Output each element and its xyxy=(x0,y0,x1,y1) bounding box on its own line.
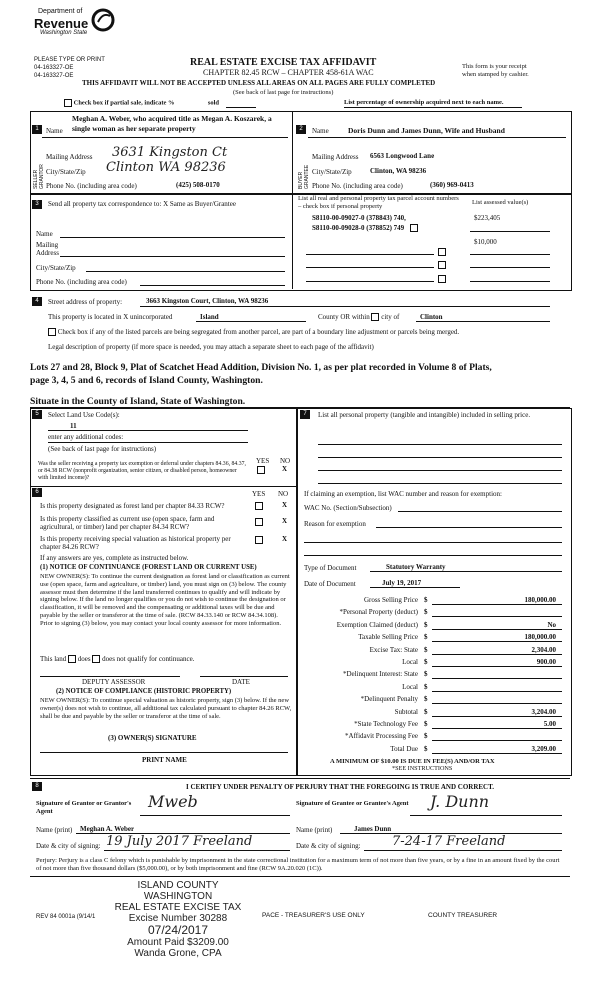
s3-city-label: City/State/Zip xyxy=(36,264,76,272)
dept-line1: Department of xyxy=(38,8,83,15)
parcel-2-checkbox[interactable] xyxy=(410,224,418,232)
fin-row-line xyxy=(432,641,562,642)
buyer-side-label: BUYER GRANTEE xyxy=(298,164,310,189)
print-name-label: PRINT NAME xyxy=(142,756,187,764)
parcel-header: List all real and personal property tax parcel account numbers – check box if personal property xyxy=(298,195,459,210)
located-row xyxy=(48,313,172,321)
s3-address-line xyxy=(60,256,285,257)
seller-side-label: SELLER GRANTOR xyxy=(33,164,45,189)
street-line xyxy=(140,306,550,307)
s5-yes-head: YES xyxy=(256,457,270,465)
stamp-line-4: 07/24/2017 xyxy=(147,923,209,937)
grantee-sig-label: Signature of Grantee or Grantee's Agent xyxy=(296,800,409,807)
legal-line-2: page 3, 4, 5 and 6, records of Island County, Washington. xyxy=(30,375,263,386)
city-line xyxy=(416,321,550,322)
buyer-phone-label: Phone No. (including area code) xyxy=(312,182,403,190)
reason-line-3 xyxy=(304,555,562,556)
fin-row-label: Taxable Selling Price xyxy=(358,633,418,642)
parcel-line-5 xyxy=(306,281,434,282)
fin-row-dollar: $ xyxy=(424,608,428,617)
buyer-name-line xyxy=(308,137,566,138)
parcel-1: S8110-00-09027-0 (378843) 740, xyxy=(312,214,406,222)
seller-city-label: City/State/Zip xyxy=(46,168,86,176)
street-address: 3663 Kingston Court, Clinton, WA 98236 xyxy=(146,297,269,305)
same-as-buyer: X Same as Buyer/Grantee xyxy=(163,200,236,208)
grantor-name-label: Name (print) xyxy=(36,826,73,834)
s6-yes-head: YES xyxy=(252,490,266,498)
city-of-label: city of xyxy=(381,313,400,321)
fin-row-value: No xyxy=(547,620,556,629)
section-2-tag: 2 xyxy=(296,125,306,134)
this-land-label: This land xyxy=(40,655,67,663)
parcel-4-checkbox[interactable] xyxy=(438,261,446,269)
grantor-date-line xyxy=(104,850,290,851)
section-3-tag: 3 xyxy=(32,200,42,209)
fin-row-value: 5.00 xyxy=(543,720,556,728)
fin-row-label: Exemption Claimed (deduct) xyxy=(336,620,418,629)
parcel-2 xyxy=(312,224,418,232)
sold-label: sold xyxy=(207,99,220,107)
chapter-line: CHAPTER 82.45 RCW – CHAPTER 458-61A WAC xyxy=(203,68,374,77)
situate-line: Situate in the County of Island, State of Washington. xyxy=(30,396,246,407)
seller-name: Meghan A. Weber, who acquired title as Megan A. Koszarek, a single woman as her separate property xyxy=(72,114,272,133)
assessed-2: $10,000 xyxy=(474,238,497,246)
excise-stamp xyxy=(108,880,248,959)
assessed-line-4 xyxy=(470,267,550,268)
perjury-rule xyxy=(30,876,570,877)
fin-row-line xyxy=(432,604,562,605)
fin-row-line xyxy=(432,728,562,729)
wac-line xyxy=(398,511,562,512)
s6-q2-no: X xyxy=(282,517,288,525)
section-8-tag: 8 xyxy=(32,782,42,791)
fin-row-label: Total Due xyxy=(390,744,418,753)
correspondence-text: Send all property tax correspondence to: xyxy=(48,200,162,208)
fin-row-value: 180,000.00 xyxy=(524,596,556,604)
buyer-mailing-label: Mailing Address xyxy=(312,153,359,161)
parties-divider xyxy=(292,111,293,193)
stamp-line-3: Excise Number 30288 xyxy=(128,913,228,924)
fin-row-label: *Delinquent Interest: State xyxy=(342,670,418,679)
s6-q1-yes[interactable] xyxy=(255,502,263,510)
s3-mailing-label: Mailing xyxy=(36,241,59,249)
buyer-mailing: 6563 Longwood Lane xyxy=(370,152,435,160)
grantee-name: James Dunn xyxy=(354,825,392,833)
grantor-sig-label: Signature of Grantor or Grantor's Agent xyxy=(36,800,132,815)
s3-phone-line xyxy=(140,285,285,286)
assessed-line-5 xyxy=(470,281,550,282)
s6-q1-no: X xyxy=(282,501,288,509)
fin-row-line xyxy=(432,616,562,617)
section-7-tag: 7 xyxy=(300,410,310,419)
assessed-1: $223,405 xyxy=(474,214,501,222)
notice1-body: NEW OWNER(S): To continue the current designation as forest land or classification as current use (open space, farm and agriculture, or timber) land, you must sign on (3) below. The county assessor must then determine if the land transferred continues to qualify and will indicate by signing below. If the land no longer qualifies or you do not wish to continue the designation or classification, it will be removed and the compensating or additional taxes will be due and payable by the seller or transferor at the time of sale. (RCW 84.33.140 or RCW 84.34.108). Prior to signing (3) below, you may contact your local county assessor for more information. xyxy=(40,573,290,627)
fin-row-label: Local xyxy=(402,658,418,666)
fin-row-dollar: $ xyxy=(424,732,428,741)
minimum-due: A MINIMUM OF $10.00 IS DUE IN FEE(S) AND/OR TAX xyxy=(330,758,495,765)
form-code-1: 04-163327-OE xyxy=(34,65,74,71)
section-1-tag: 1 xyxy=(32,125,42,134)
grantee-date-line xyxy=(364,850,562,851)
fin-row-value: 180,000.00 xyxy=(524,633,556,642)
s5-yes-checkbox[interactable] xyxy=(257,466,265,474)
county-treasurer: COUNTY TREASURER xyxy=(428,912,498,919)
s6-q1: Is this property designated as forest land per chapter 84.33 RCW? xyxy=(40,502,225,510)
parcel-line-4 xyxy=(306,267,434,268)
wac-label: WAC No. (Section/Subsection) xyxy=(304,504,392,512)
personal-line-4 xyxy=(318,483,562,484)
section-4-tag: 4 xyxy=(32,297,42,306)
does-label: does xyxy=(77,655,91,663)
fin-row-dollar: $ xyxy=(424,720,428,728)
partial-pct-line xyxy=(226,107,256,108)
fin-row-dollar: $ xyxy=(424,670,428,679)
see-instructions: *SEE INSTRUCTIONS xyxy=(392,765,453,772)
s6-q2: Is this property classified as current use (open space, farm and agricultural, or timber) land per chapter 84.34 RCW? xyxy=(40,515,215,531)
grantee-name-label: Name (print) xyxy=(296,826,333,834)
s5-question: Was the seller receiving a property tax exemption or deferral under chapters 84.36, 84.37, or 84.38 RCW (nonprofit organization, senior citizen, or disabled person, homeowner with limited income)? xyxy=(38,461,246,481)
owner-signature-label: (3) OWNER(S) SIGNATURE xyxy=(108,734,197,742)
seller-phone-label: Phone No. (including area code) xyxy=(46,182,137,190)
fin-row-line xyxy=(432,740,562,741)
assessor-line xyxy=(40,676,180,677)
fin-row-line xyxy=(432,629,562,630)
stamp-line-1: ISLAND COUNTY WASHINGTON xyxy=(137,880,219,902)
fin-row-label: Gross Selling Price xyxy=(363,596,418,604)
s5-no-answer: X xyxy=(282,465,288,473)
additional-codes-line xyxy=(48,442,248,443)
s3-phone-label: Phone No. (including area code) xyxy=(36,278,127,286)
warning-line: THIS AFFIDAVIT WILL NOT BE ACCEPTED UNLESS ALL AREAS ON ALL PAGES ARE FULLY COMPLETED xyxy=(82,79,436,87)
parcel-line-3 xyxy=(306,254,434,255)
perjury-note: Perjury: Perjury is a class C felony which is punishable by imprisonment in the state correctional institution for a maximum term of not more than five years, or by a fine in an amount fixed by the court of not more than five thousand dollars ($5,000.00), or by both imprisonment and fine (RCW 9A.20.020 (1C)). xyxy=(36,857,560,872)
fin-row-dollar: $ xyxy=(424,596,428,604)
partial-sale-label: Check box if partial sale, indicate % xyxy=(73,99,175,107)
fin-row-line xyxy=(432,716,562,717)
grantee-date-label: Date & city of signing: xyxy=(296,842,361,850)
county-line xyxy=(196,321,306,322)
personal-line-2 xyxy=(318,457,562,458)
fin-row-line xyxy=(432,666,562,667)
fin-row-value: 3,204.00 xyxy=(531,707,556,716)
stamp-line-6: Wanda Grone, CPA xyxy=(134,948,222,959)
reason-label: Reason for exemption xyxy=(304,520,366,528)
list-pct-label: List percentage of ownership acquired next to each name. xyxy=(344,99,504,106)
dept-line2: Revenue xyxy=(34,16,89,31)
doc-type-label: Type of Document xyxy=(304,564,357,572)
assessed-header: List assessed value(s) xyxy=(472,199,529,206)
s6-q3-yes[interactable] xyxy=(255,536,263,544)
s6-q3: Is this property receiving special valuation as historical property per chapter 84.26 RCW? xyxy=(40,535,231,551)
s3-city-line xyxy=(86,271,285,272)
fin-row-dollar: $ xyxy=(424,707,428,716)
parcel-2-text: S8110-00-09028-0 (378852) 749 xyxy=(312,224,405,232)
buyer-name: Doris Dunn and James Dunn, Wife and Husband xyxy=(348,126,505,135)
exemption-label: If claiming an exemption, list WAC number and reason for exemption: xyxy=(304,490,502,498)
does-not-label: does not qualify for continuance. xyxy=(102,655,195,663)
county-label: County OR within xyxy=(318,313,370,321)
land-use-line xyxy=(48,430,248,431)
assessor-date-label: DATE xyxy=(232,678,250,686)
seller-phone: (425) 508-0170 xyxy=(176,181,220,189)
land-use-label: Select Land Use Code(s): xyxy=(48,411,120,419)
seller-mailing-label: Mailing Address xyxy=(46,153,93,161)
grantor-date-handwritten: 19 July 2017 Freeland xyxy=(106,834,253,849)
street-label: Street address of property: xyxy=(48,298,123,306)
s6-q3-no: X xyxy=(282,535,288,543)
buyer-city-label: City/State/Zip xyxy=(312,168,352,176)
treasurer-use: PACE - TREASURER'S USE ONLY xyxy=(262,912,365,919)
s6-q2-yes[interactable] xyxy=(255,518,263,526)
partial-sale-checkbox[interactable] xyxy=(64,99,72,107)
personal-line-1 xyxy=(318,444,562,445)
doc-type-value: Statutory Warranty xyxy=(386,563,446,571)
section-6-tag: 6 xyxy=(32,488,42,497)
grantor-signature: Mweb xyxy=(148,792,198,811)
grantor-sig-line xyxy=(140,815,290,816)
notice1-title: (1) NOTICE OF CONTINUANCE (FOREST LAND OR CURRENT USE) xyxy=(40,564,257,571)
see-back-line: (See back of last page for instructions) xyxy=(233,89,334,96)
section-5-tag: 5 xyxy=(32,410,42,419)
rev-code: REV 84 0001a (9/14/1 xyxy=(36,914,96,920)
grantor-date-label: Date & city of signing: xyxy=(36,842,101,850)
fin-row-dollar: $ xyxy=(424,695,428,704)
dept-line3: Washington State xyxy=(40,30,88,36)
partial-sale-row xyxy=(64,99,219,107)
fin-row-label: *State Technology Fee xyxy=(354,720,418,728)
fin-row-label: Excise Tax: State xyxy=(369,645,418,654)
city-value: Clinton xyxy=(420,313,443,321)
grantor-name: Meghan A. Weber xyxy=(80,825,135,833)
grantee-sig-line xyxy=(410,815,562,816)
form-title: REAL ESTATE EXCISE TAX AFFIDAVIT xyxy=(190,57,377,68)
doc-date-line xyxy=(370,587,460,588)
section-3-divider xyxy=(292,193,293,289)
notice2-body: NEW OWNER(S): To continue special valuation as historic property, sign (3) below. If the new owner(s) does not wish to continue, all additional tax calculated pursuant to chapter 84.26 RCW, shall be due and payable by the seller or transferor at the time of sale. xyxy=(40,697,292,720)
personal-property-label: List all personal property (tangible and intangible) included in selling price. xyxy=(318,411,531,419)
fin-row-dollar: $ xyxy=(424,633,428,642)
list-pct-underline xyxy=(344,107,522,108)
s6-no-head: NO xyxy=(278,490,289,498)
owner-sig-line xyxy=(40,752,288,753)
this-land-row xyxy=(40,655,194,663)
seller-mailing-handwritten: 3631 Kingston Ct xyxy=(112,145,228,160)
segregated-label: Check box if any of the listed parcels are being segregated from another parcel, are part of a boundary line adjustment or parcels being merged. xyxy=(57,328,460,336)
fin-row-dollar: $ xyxy=(424,645,428,654)
grantee-signature: J. Dunn xyxy=(430,792,490,811)
s5-see-back: (See back of last page for instructions) xyxy=(48,445,157,453)
segregated-row xyxy=(48,328,459,336)
legal-label: Legal description of property (if more space is needed, you may attach a separate sheet to each page of the affidavit) xyxy=(48,343,374,351)
fin-row-value: 900.00 xyxy=(536,658,556,666)
seller-name-label: Name xyxy=(46,127,63,135)
personal-line-3 xyxy=(318,470,562,471)
dor-logo-icon xyxy=(90,8,116,32)
fin-row-dollar: $ xyxy=(424,620,428,629)
receipt-note-2: when stamped by cashier. xyxy=(462,71,529,78)
s3-name-label: Name xyxy=(36,230,53,238)
stamp-line-5: Amount Paid $3209.00 xyxy=(127,937,229,948)
fin-row-line xyxy=(432,691,562,692)
does-not-checkbox[interactable] xyxy=(92,655,100,663)
assessed-line-1 xyxy=(470,231,550,232)
county-value: Island xyxy=(200,313,219,321)
fin-row-line xyxy=(432,703,562,704)
buyer-city: Clinton, WA 98236 xyxy=(370,167,427,175)
s3-address-label: Address xyxy=(36,249,59,257)
fin-row-dollar: $ xyxy=(424,658,428,666)
s6-top-rule xyxy=(30,486,296,487)
notice2-title: (2) NOTICE OF COMPLIANCE (HISTORIC PROPERTY) xyxy=(56,688,232,695)
segregated-checkbox[interactable] xyxy=(48,328,56,336)
assessed-line-3 xyxy=(470,254,550,255)
city-of-checkbox[interactable] xyxy=(371,313,379,321)
correspondence-label xyxy=(48,200,236,208)
reason-line-1 xyxy=(376,527,562,528)
buyer-phone: (360) 969-0413 xyxy=(430,181,474,189)
seller-city-handwritten: Clinton WA 98236 xyxy=(106,160,226,175)
unincorporated-label: X unincorporated xyxy=(123,313,173,321)
receipt-note-1: This form is your receipt xyxy=(462,63,527,70)
grantee-date-handwritten: 7-24-17 Freeland xyxy=(392,834,506,849)
s6-if-yes: If any answers are yes, complete as instructed below. xyxy=(40,554,189,562)
legal-line-1: Lots 27 and 28, Block 9, Plat of Scatchet Head Addition, Division No. 1, as per plat recorded in Volume 8 of Plats, xyxy=(30,362,492,373)
county-row xyxy=(318,313,399,321)
additional-codes-label: enter any additional codes: xyxy=(48,433,124,441)
doc-date-label: Date of Document xyxy=(304,580,356,588)
parcel-5-checkbox[interactable] xyxy=(438,275,446,283)
certify-line: I CERTIFY UNDER PENALTY OF PERJURY THAT THE FOREGOING IS TRUE AND CORRECT. xyxy=(186,783,495,791)
fin-row-label: *Delinquent Penalty xyxy=(360,695,418,704)
doc-type-line xyxy=(370,571,562,572)
buyer-name-label: Name xyxy=(312,127,329,135)
fin-row-label: Local xyxy=(402,682,418,691)
fin-row-dollar: $ xyxy=(424,744,428,753)
s3-name-line xyxy=(60,237,285,238)
located-label: This property is located in xyxy=(48,313,122,321)
fin-row-line xyxy=(432,654,562,655)
fin-row-label: Subtotal xyxy=(394,707,418,716)
please-type: PLEASE TYPE OR PRINT xyxy=(34,57,105,63)
fin-row-line xyxy=(432,753,562,754)
form-code-2: 04-163327-OE xyxy=(34,73,74,79)
seller-name-line xyxy=(42,137,288,138)
fin-row-label: *Personal Property (deduct) xyxy=(339,608,418,617)
does-checkbox[interactable] xyxy=(68,655,76,663)
doc-date-value: July 19, 2017 xyxy=(382,579,422,587)
reason-line-2 xyxy=(304,542,562,543)
fin-row-line xyxy=(432,678,562,679)
fin-row-value: 2,304.00 xyxy=(531,645,556,654)
s5-no-head: NO xyxy=(280,457,291,465)
land-use-code: 11 xyxy=(70,422,77,430)
dor-logo xyxy=(30,8,130,54)
stamp-line-2: REAL ESTATE EXCISE TAX xyxy=(114,902,242,913)
assessor-date-line xyxy=(200,676,288,677)
deputy-assessor-label: DEPUTY ASSESSOR xyxy=(82,678,146,686)
fin-row-value: 3,209.00 xyxy=(531,744,556,753)
fin-row-dollar: $ xyxy=(424,682,428,691)
fin-row-label: *Affidavit Processing Fee xyxy=(345,732,418,741)
parcel-3-checkbox[interactable] xyxy=(438,248,446,256)
